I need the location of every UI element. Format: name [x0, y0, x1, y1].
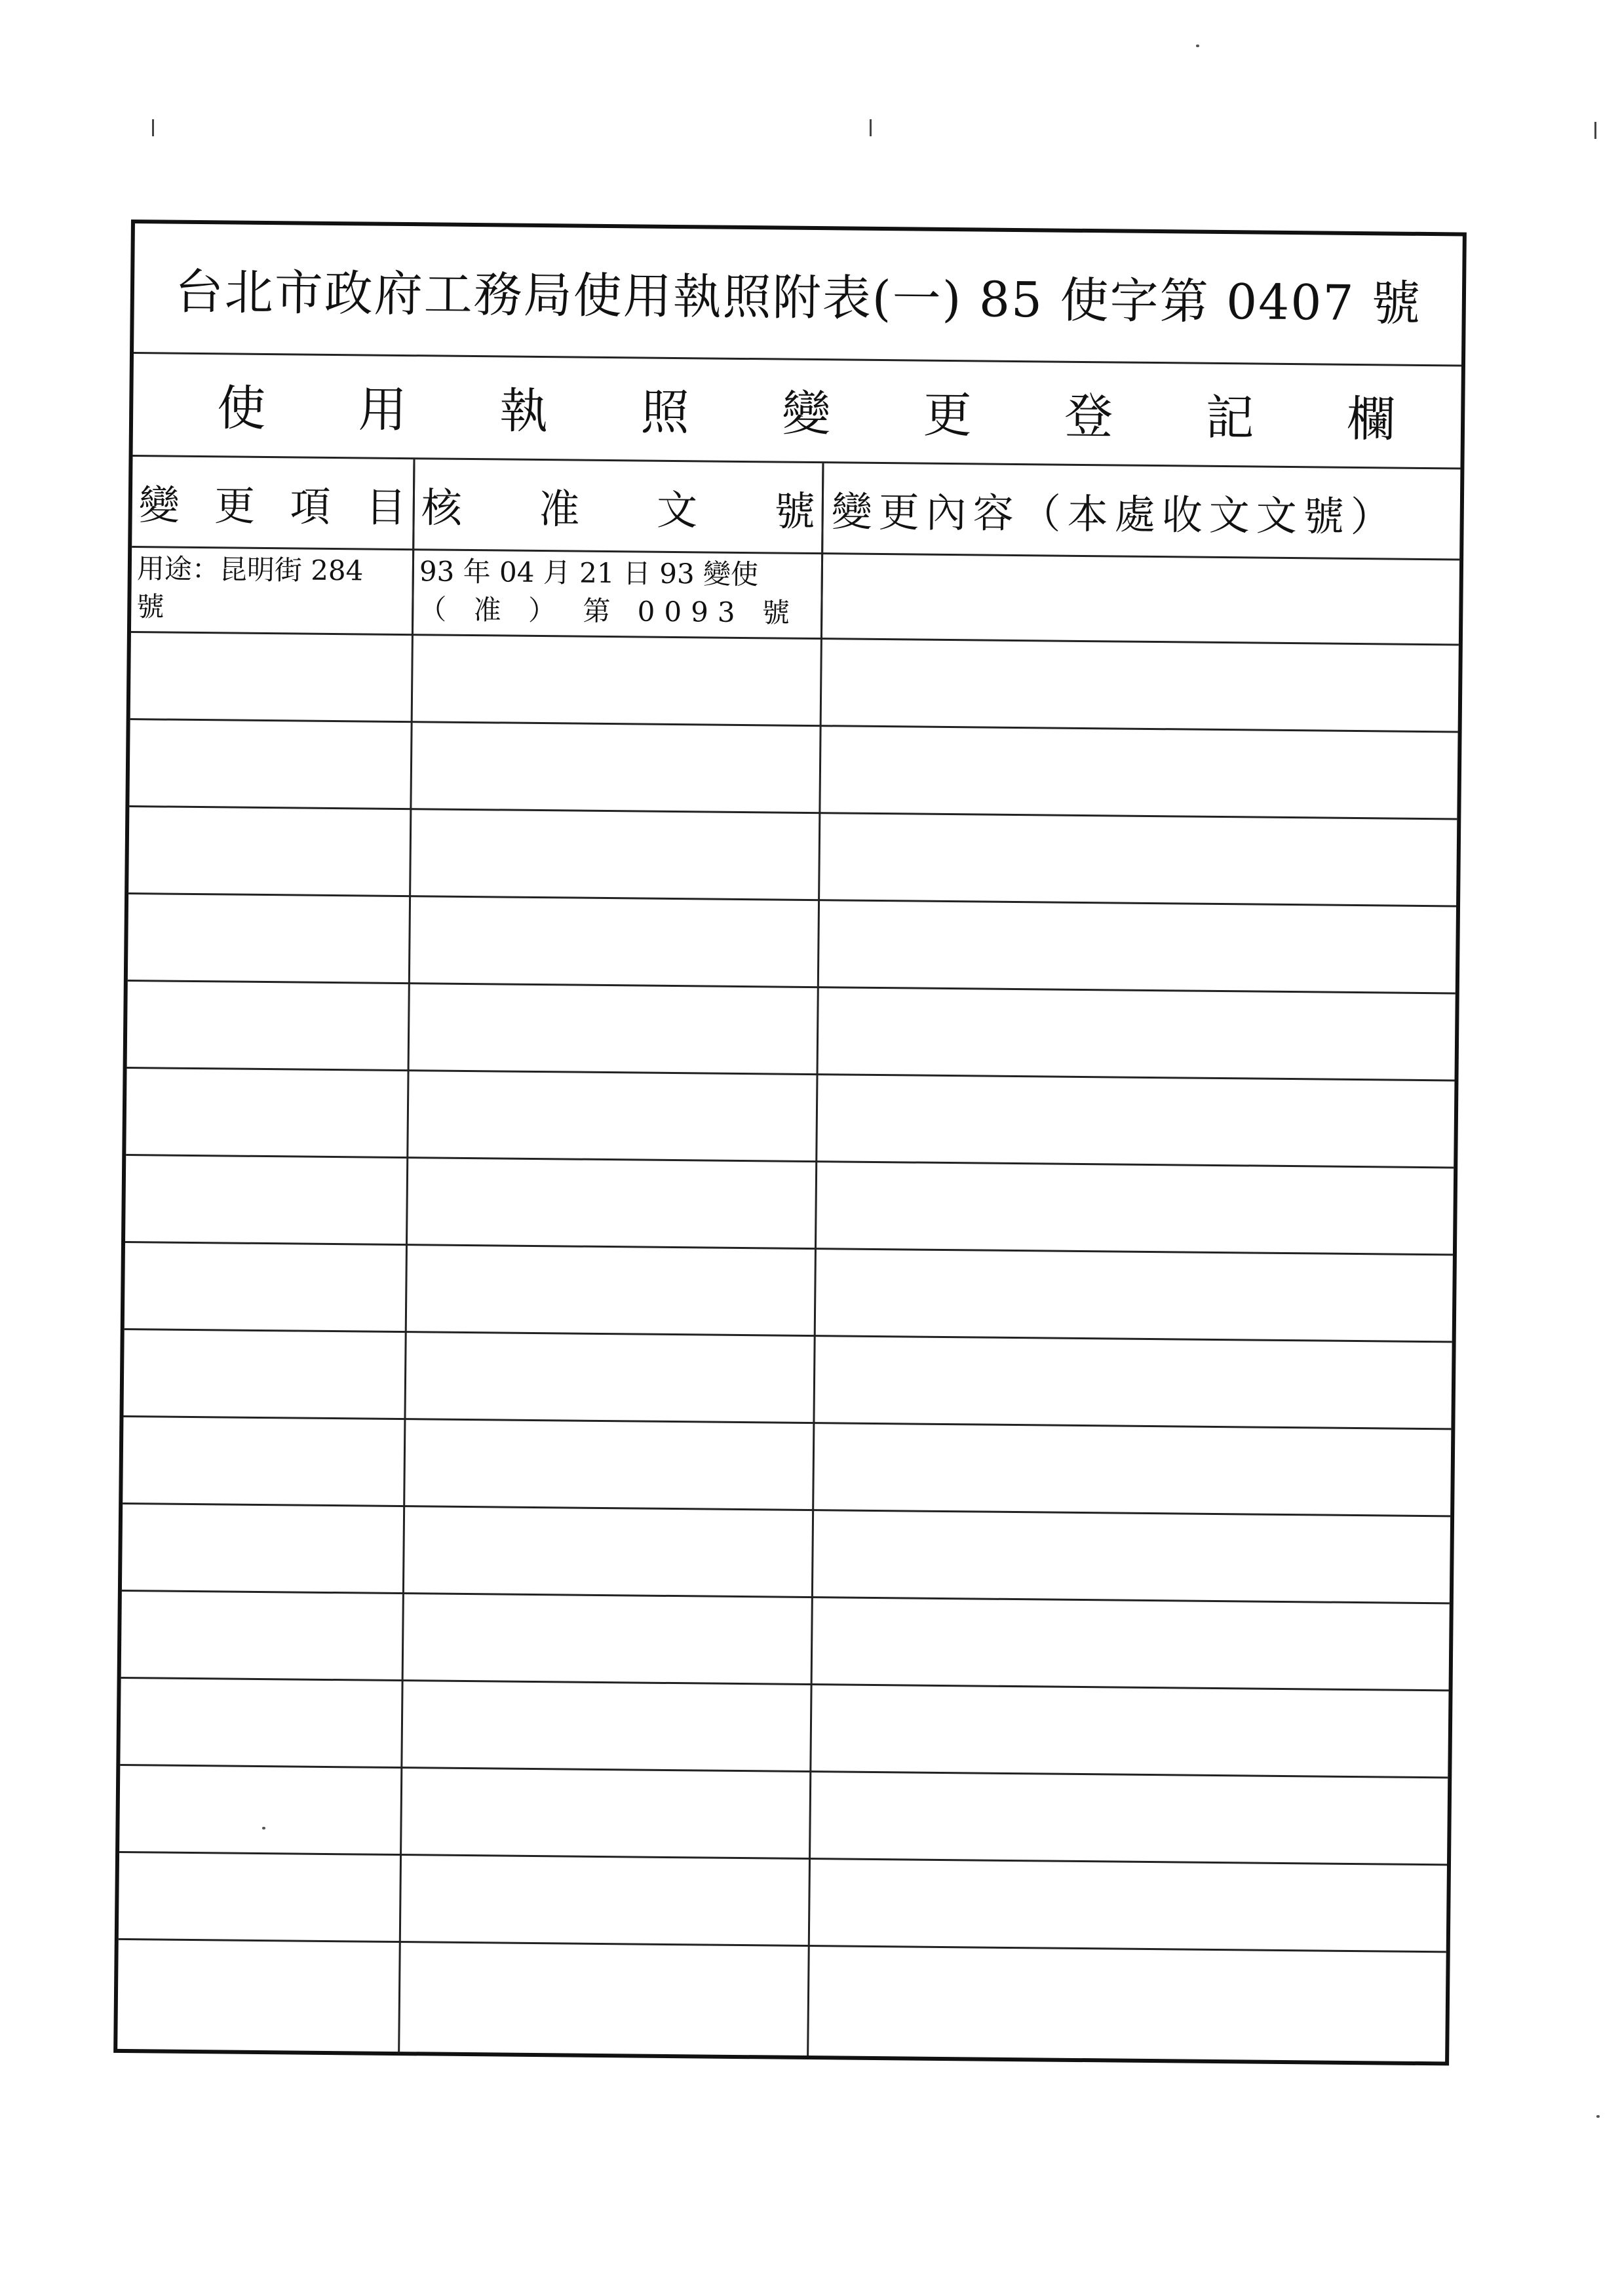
- entry-change-item: [131, 546, 412, 634]
- table-row: [117, 1938, 1446, 2061]
- header-char: 號: [774, 486, 816, 535]
- table-row: [127, 980, 1456, 1081]
- header-change-item: [132, 457, 413, 548]
- header-char: 項: [290, 482, 331, 531]
- header-char: 目: [365, 482, 407, 531]
- usage-permit-change-register-table: [113, 220, 1467, 2065]
- entry-change-content: [820, 552, 1459, 643]
- scan-mark-left: [152, 119, 154, 136]
- header-change-content-text: 變更內容（本處收文文號）: [831, 487, 1398, 541]
- scan-mark-right: [1594, 122, 1596, 139]
- table-row: [128, 892, 1456, 994]
- subtitle-char: 照: [640, 383, 690, 441]
- table-row: [121, 1590, 1450, 1691]
- scan-speck: [1196, 45, 1199, 47]
- table-row: [125, 1241, 1453, 1343]
- table-row: [120, 1677, 1448, 1778]
- header-char: 變: [138, 480, 180, 529]
- entry-approval-line: （ 准 ） 第 0093 號: [419, 593, 800, 629]
- table-row: [128, 805, 1457, 907]
- subtitle-char: 使: [216, 379, 266, 437]
- subtitle-char: 更: [923, 387, 973, 444]
- header-approval-number: [412, 459, 822, 552]
- header-change-content: [821, 463, 1460, 558]
- subtitle-char: 登: [1064, 388, 1113, 445]
- register-subtitle: [133, 352, 1461, 469]
- table-row: [125, 1154, 1454, 1255]
- header-char: 核: [421, 483, 463, 532]
- subtitle-char: 記: [1205, 389, 1255, 446]
- table-row: [126, 1067, 1454, 1168]
- entry-approval-text: [419, 552, 800, 632]
- entry-approval-number: [412, 548, 821, 638]
- header-char: 更: [214, 481, 256, 530]
- entry-item-line: 號: [136, 590, 164, 623]
- table-row: [123, 1328, 1452, 1430]
- subtitle-char: 變: [781, 385, 831, 442]
- table-row: [119, 1851, 1447, 1953]
- entry-approval-line: 93 年 04 月 21 日 93 變使: [419, 555, 759, 591]
- subtitle-char: 執: [499, 382, 549, 440]
- subtitle-char: 用: [358, 381, 408, 438]
- header-char: 文: [656, 486, 698, 534]
- table-row: [122, 1502, 1450, 1604]
- column-header-row: [132, 457, 1460, 560]
- scan-speck: [1596, 2115, 1600, 2118]
- table-row: [129, 718, 1457, 820]
- table-row: [123, 1415, 1451, 1517]
- table-row: [131, 546, 1459, 645]
- table-row: [119, 1764, 1448, 1866]
- document-title-text: 台北市政府工務局使用執照附表(一) 85 使字第 0407 號: [174, 263, 1422, 332]
- entry-item-line: 用途：昆明街 284: [136, 552, 364, 587]
- scan-mark-center: [870, 119, 872, 136]
- table-row: [130, 631, 1459, 733]
- header-char: 准: [539, 484, 580, 533]
- entry-change-item-text: [136, 550, 364, 628]
- document-title: [134, 223, 1463, 366]
- subtitle-char: 欄: [1346, 391, 1396, 448]
